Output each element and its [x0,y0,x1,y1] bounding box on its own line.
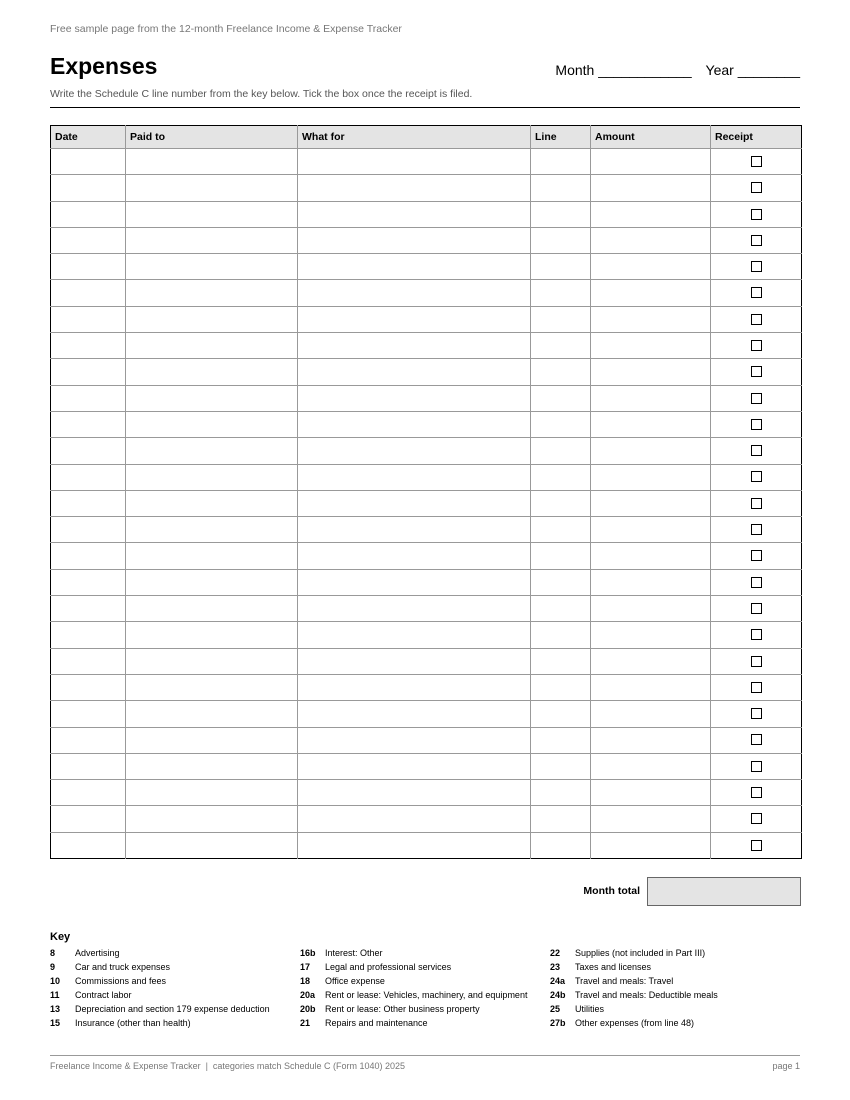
table-row [51,490,802,516]
what-for-cell[interactable] [298,149,531,175]
table-row [51,701,802,727]
key-code: 24b [550,990,566,1000]
receipt-checkbox[interactable] [751,419,762,430]
date-cell[interactable] [51,280,126,306]
key-code: 22 [550,948,561,958]
receipt-checkbox[interactable] [751,761,762,772]
receipt-cell [711,832,802,858]
table-row [51,753,802,779]
table-row [51,622,802,648]
line-cell[interactable] [531,438,591,464]
what-for-cell[interactable] [298,832,531,858]
date-cell[interactable] [51,543,126,569]
amount-cell[interactable] [591,701,711,727]
key-label: Taxes and licenses [575,962,652,972]
date-cell[interactable] [51,780,126,806]
key-label: Depreciation and section 179 expense deduction [75,1004,270,1014]
what-for-cell[interactable] [298,648,531,674]
key-code: 21 [300,1018,311,1028]
key-label: Advertising [75,948,120,958]
amount-cell[interactable] [591,780,711,806]
what-for-cell[interactable] [298,280,531,306]
date-cell[interactable] [51,648,126,674]
paid-to-cell[interactable] [126,411,298,437]
line-cell[interactable] [531,411,591,437]
key-item [300,1002,527,1016]
line-cell[interactable] [531,753,591,779]
key-item [550,974,718,988]
what-for-cell[interactable] [298,517,531,543]
key-label: Office expense [325,976,385,986]
sample-page-note: Free sample page from the 12-month Freelance Income & Expense Tracker [50,23,402,35]
month-total-field[interactable] [647,877,801,906]
table-row [51,596,802,622]
paid-to-cell[interactable] [126,438,298,464]
line-cell[interactable] [531,201,591,227]
table-header-row [51,126,802,149]
receipt-checkbox[interactable] [751,734,762,745]
key-code: 20a [300,990,316,1000]
key-code: 15 [50,1018,61,1028]
amount-cell[interactable] [591,674,711,700]
amount-cell[interactable] [591,543,711,569]
key-code: 8 [50,948,56,958]
page-title: Expenses [50,53,158,79]
date-cell[interactable] [51,385,126,411]
receipt-checkbox[interactable] [751,287,762,298]
receipt-cell [711,385,802,411]
receipt-cell [711,648,802,674]
amount-cell[interactable] [591,806,711,832]
key-label: Commissions and fees [75,976,167,986]
key-label: Rent or lease: Vehicles, machinery, and equipment [325,990,528,1000]
amount-cell[interactable] [591,359,711,385]
key-item [50,988,270,1002]
receipt-cell [711,701,802,727]
column-header-what-for: What for [298,126,531,149]
paid-to-cell[interactable] [126,280,298,306]
what-for-cell[interactable] [298,411,531,437]
receipt-cell [711,596,802,622]
date-cell[interactable] [51,254,126,280]
line-cell[interactable] [531,832,591,858]
key-code: 25 [550,1004,561,1014]
table-row [51,674,802,700]
receipt-checkbox[interactable] [751,235,762,246]
receipt-checkbox[interactable] [751,471,762,482]
line-cell[interactable] [531,490,591,516]
receipt-cell [711,806,802,832]
key-item [50,974,270,988]
key-code: 20b [300,1004,316,1014]
table-row [51,175,802,201]
paid-to-cell[interactable] [126,832,298,858]
key-code: 9 [50,962,56,972]
line-cell[interactable] [531,596,591,622]
table-row [51,385,802,411]
line-cell[interactable] [531,648,591,674]
amount-cell[interactable] [591,280,711,306]
date-cell[interactable] [51,727,126,753]
date-cell[interactable] [51,832,126,858]
key-label: Contract labor [75,990,132,1000]
line-cell[interactable] [531,517,591,543]
key-code: 27b [550,1018,566,1028]
receipt-checkbox[interactable] [751,209,762,220]
paid-to-cell[interactable] [126,254,298,280]
date-cell[interactable] [51,517,126,543]
line-cell[interactable] [531,543,591,569]
key-item [300,988,527,1002]
receipt-checkbox[interactable] [751,182,762,193]
instructions-text: Write the Schedule C line number from the key below. Tick the box once the receipt is filed. [50,88,473,100]
amount-cell[interactable] [591,411,711,437]
table-row [51,254,802,280]
amount-cell[interactable] [591,648,711,674]
date-cell[interactable] [51,464,126,490]
receipt-checkbox[interactable] [751,393,762,404]
date-cell[interactable] [51,359,126,385]
line-cell[interactable] [531,333,591,359]
date-cell[interactable] [51,201,126,227]
receipt-checkbox[interactable] [751,366,762,377]
receipt-cell [711,438,802,464]
column-header-date: Date [51,126,126,149]
date-cell[interactable] [51,622,126,648]
key-label: Rent or lease: Other business property [325,1004,480,1014]
what-for-cell[interactable] [298,806,531,832]
receipt-cell [711,622,802,648]
table-row [51,438,802,464]
receipt-cell [711,359,802,385]
what-for-cell[interactable] [298,464,531,490]
expenses-table [50,125,802,859]
paid-to-cell[interactable] [126,385,298,411]
table-row [51,832,802,858]
what-for-cell[interactable] [298,385,531,411]
key-item [50,1002,270,1016]
paid-to-cell[interactable] [126,780,298,806]
footer-text: Freelance Income & Expense Tracker | categories match Schedule C (Form 1040) 2025 [50,1061,406,1071]
table-row [51,648,802,674]
table-row [51,569,802,595]
table-row [51,411,802,437]
key-label: Utilities [575,1004,605,1014]
paid-to-cell[interactable] [126,359,298,385]
key-item [550,988,718,1002]
line-cell[interactable] [531,674,591,700]
key-item [50,946,270,960]
key-label: Travel and meals: Deductible meals [575,990,718,1000]
paid-to-cell[interactable] [126,333,298,359]
date-cell[interactable] [51,227,126,253]
line-cell[interactable] [531,806,591,832]
key-code: 11 [50,990,60,1000]
paid-to-cell[interactable] [126,648,298,674]
key-label: Car and truck expenses [75,962,171,972]
receipt-checkbox[interactable] [751,261,762,272]
column-header-line: Line [531,126,591,149]
line-cell[interactable] [531,727,591,753]
receipt-checkbox[interactable] [751,813,762,824]
expenses-table-body [51,149,802,859]
key-label: Supplies (not included in Part III) [575,948,706,958]
receipt-cell [711,280,802,306]
receipt-cell [711,490,802,516]
key-code: 17 [300,962,311,972]
receipt-checkbox[interactable] [751,656,762,667]
amount-cell[interactable] [591,832,711,858]
header-divider [50,107,800,108]
what-for-cell[interactable] [298,622,531,648]
receipt-cell [711,175,802,201]
month-year-fields [555,62,800,78]
table-row [51,464,802,490]
date-cell[interactable] [51,175,126,201]
amount-cell[interactable] [591,201,711,227]
receipt-cell [711,780,802,806]
key-code: 13 [50,1004,61,1014]
table-row [51,280,802,306]
paid-to-cell[interactable] [126,201,298,227]
receipt-cell [711,149,802,175]
table-row [51,780,802,806]
paid-to-cell[interactable] [126,543,298,569]
paid-to-cell[interactable] [126,727,298,753]
key-item [550,1002,718,1016]
receipt-cell [711,333,802,359]
key-label: Travel and meals: Travel [575,976,674,986]
table-row [51,359,802,385]
paid-to-cell[interactable] [126,622,298,648]
column-header-amount: Amount [591,126,711,149]
amount-cell[interactable] [591,490,711,516]
date-cell[interactable] [51,806,126,832]
key-column-2 [300,946,527,1030]
column-header-receipt: Receipt [711,126,802,149]
what-for-cell[interactable] [298,490,531,516]
amount-cell[interactable] [591,306,711,332]
date-cell[interactable] [51,333,126,359]
date-cell[interactable] [51,569,126,595]
paid-to-cell[interactable] [126,227,298,253]
date-cell[interactable] [51,753,126,779]
receipt-checkbox[interactable] [751,524,762,535]
what-for-cell[interactable] [298,780,531,806]
what-for-cell[interactable] [298,254,531,280]
receipt-checkbox[interactable] [751,498,762,509]
footer-divider [50,1055,800,1056]
receipt-cell [711,727,802,753]
receipt-checkbox[interactable] [751,840,762,851]
line-cell[interactable] [531,254,591,280]
paid-to-cell[interactable] [126,490,298,516]
month-field[interactable]: Month ____________ [555,62,692,78]
page-number: page 1 [772,1061,800,1071]
what-for-cell[interactable] [298,596,531,622]
paid-to-cell[interactable] [126,753,298,779]
date-cell[interactable] [51,490,126,516]
paid-to-cell[interactable] [126,517,298,543]
key-label: Repairs and maintenance [325,1018,428,1028]
table-row [51,306,802,332]
table-row [51,517,802,543]
paid-to-cell[interactable] [126,806,298,832]
column-header-paid-to: Paid to [126,126,298,149]
what-for-cell[interactable] [298,175,531,201]
what-for-cell[interactable] [298,674,531,700]
key-column-1 [50,946,270,1030]
what-for-cell[interactable] [298,227,531,253]
receipt-checkbox[interactable] [751,682,762,693]
line-cell[interactable] [531,306,591,332]
amount-cell[interactable] [591,227,711,253]
what-for-cell[interactable] [298,359,531,385]
amount-cell[interactable] [591,254,711,280]
date-cell[interactable] [51,306,126,332]
amount-cell[interactable] [591,464,711,490]
key-label: Legal and professional services [325,962,452,972]
key-item [550,1016,718,1030]
paid-to-cell[interactable] [126,596,298,622]
amount-cell[interactable] [591,149,711,175]
date-cell[interactable] [51,411,126,437]
key-item [550,946,718,960]
paid-to-cell[interactable] [126,701,298,727]
table-row [51,727,802,753]
receipt-cell [711,569,802,595]
month-total-label: Month total [583,885,640,897]
date-cell[interactable] [51,701,126,727]
receipt-cell [711,227,802,253]
paid-to-cell[interactable] [126,149,298,175]
line-cell[interactable] [531,385,591,411]
amount-cell[interactable] [591,622,711,648]
receipt-cell [711,543,802,569]
what-for-cell[interactable] [298,438,531,464]
receipt-checkbox[interactable] [751,340,762,351]
amount-cell[interactable] [591,727,711,753]
paid-to-cell[interactable] [126,674,298,700]
amount-cell[interactable] [591,333,711,359]
receipt-checkbox[interactable] [751,156,762,167]
table-row [51,201,802,227]
receipt-cell [711,674,802,700]
paid-to-cell[interactable] [126,306,298,332]
paid-to-cell[interactable] [126,464,298,490]
receipt-checkbox[interactable] [751,314,762,325]
receipt-checkbox[interactable] [751,577,762,588]
receipt-checkbox[interactable] [751,445,762,456]
what-for-cell[interactable] [298,701,531,727]
receipt-cell [711,517,802,543]
line-cell[interactable] [531,280,591,306]
date-cell[interactable] [51,438,126,464]
amount-cell[interactable] [591,596,711,622]
paid-to-cell[interactable] [126,175,298,201]
table-row [51,227,802,253]
key-item [300,1016,527,1030]
key-item [300,946,527,960]
line-cell[interactable] [531,175,591,201]
amount-cell[interactable] [591,517,711,543]
what-for-cell[interactable] [298,753,531,779]
date-cell[interactable] [51,596,126,622]
amount-cell[interactable] [591,175,711,201]
line-cell[interactable] [531,569,591,595]
key-item [550,960,718,974]
key-label: Other expenses (from line 48) [575,1018,695,1028]
what-for-cell[interactable] [298,201,531,227]
amount-cell[interactable] [591,385,711,411]
receipt-checkbox[interactable] [751,629,762,640]
receipt-cell [711,464,802,490]
year-field[interactable]: Year ________ [705,62,800,78]
key-code: 24a [550,976,566,986]
receipt-cell [711,201,802,227]
receipt-checkbox[interactable] [751,787,762,798]
receipt-checkbox[interactable] [751,603,762,614]
date-cell[interactable] [51,674,126,700]
line-cell[interactable] [531,701,591,727]
key-code: 18 [300,976,311,986]
amount-cell[interactable] [591,753,711,779]
line-cell[interactable] [531,149,591,175]
key-code: 23 [550,962,561,972]
key-heading: Key [50,931,71,943]
key-label: Insurance (other than health) [75,1018,191,1028]
what-for-cell[interactable] [298,569,531,595]
receipt-cell [711,411,802,437]
key-item [300,960,527,974]
line-cell[interactable] [531,622,591,648]
key-item [50,1016,270,1030]
what-for-cell[interactable] [298,727,531,753]
key-code: 16b [300,948,316,958]
table-row [51,806,802,832]
what-for-cell[interactable] [298,333,531,359]
table-row [51,543,802,569]
key-column-3 [550,946,718,1030]
what-for-cell[interactable] [298,543,531,569]
amount-cell[interactable] [591,438,711,464]
receipt-cell [711,306,802,332]
table-row [51,149,802,175]
receipt-cell [711,753,802,779]
key-item [300,974,527,988]
key-label: Interest: Other [325,948,383,958]
receipt-checkbox[interactable] [751,550,762,561]
line-cell[interactable] [531,780,591,806]
date-cell[interactable] [51,149,126,175]
what-for-cell[interactable] [298,306,531,332]
line-cell[interactable] [531,359,591,385]
key-code: 10 [50,976,61,986]
paid-to-cell[interactable] [126,569,298,595]
line-cell[interactable] [531,464,591,490]
amount-cell[interactable] [591,569,711,595]
table-row [51,333,802,359]
receipt-checkbox[interactable] [751,708,762,719]
receipt-cell [711,254,802,280]
key-item [50,960,270,974]
line-cell[interactable] [531,227,591,253]
